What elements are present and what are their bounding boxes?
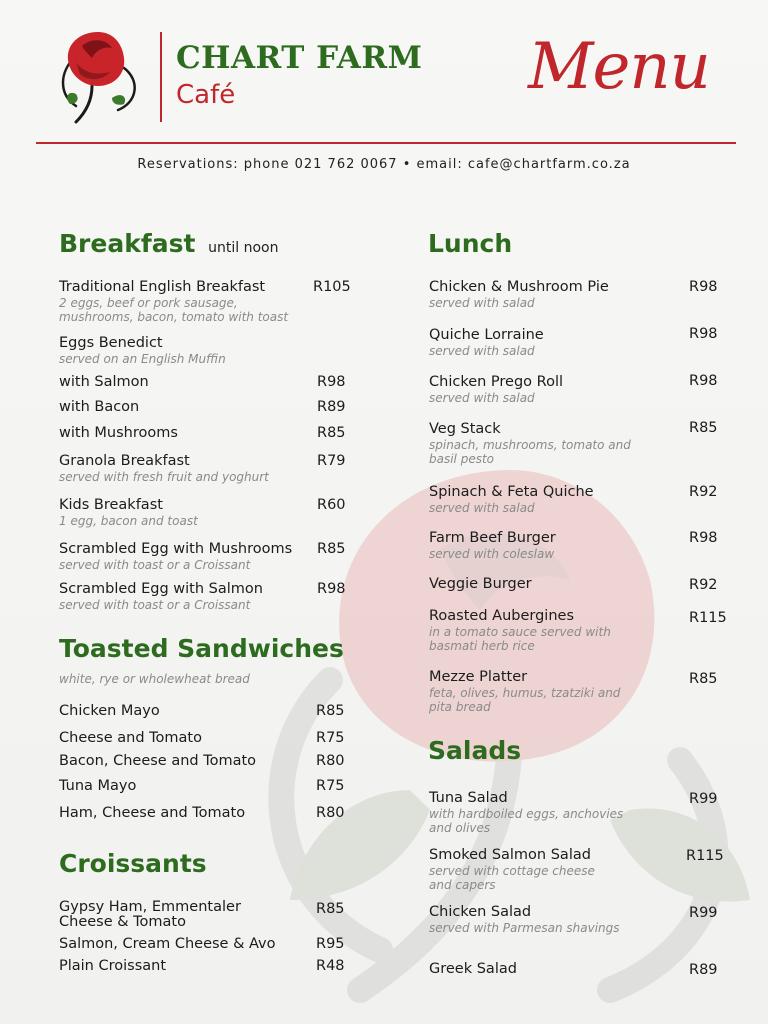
menu-item [429,961,517,978]
item-price: R98 [689,373,718,389]
item-name: Ham, Cheese and Tomato [59,805,246,821]
menu-item [59,399,139,416]
header-rule [36,142,736,144]
menu-item [59,778,136,795]
item-desc: spinach, mushrooms, tomato and basil pesto [429,438,631,466]
item-price: R92 [689,577,718,593]
menu-item [59,425,178,442]
item-price: R95 [316,936,345,952]
item-price: R75 [316,778,345,794]
menu-item [429,904,620,935]
item-desc: in a tomato sauce served with basmati herb rice [429,625,611,653]
item-price: R85 [316,901,345,917]
menu-item [59,374,149,391]
item-price: R92 [689,484,718,500]
item-name: Chicken & Mushroom Pie [429,279,609,295]
menu-item [59,453,269,484]
item-name: Eggs Benedict [59,335,163,351]
item-name: Bacon, Cheese and Tomato [59,753,257,769]
item-name: Gypsy Ham, Emmentaler Cheese & Tomato [59,899,241,930]
item-price: R60 [317,497,346,513]
item-price: R85 [689,420,718,436]
item-name: Spinach & Feta Quiche [429,484,594,500]
menu-item [59,541,292,572]
menu-item [429,484,594,515]
item-name: Veggie Burger [429,576,532,592]
item-desc: 2 eggs, beef or pork sausage, mushrooms, bacon, tomato with toast [59,296,289,324]
item-desc: served with fresh fruit and yoghurt [59,470,269,484]
item-desc: with hardboiled eggs, anchovies and olives [429,807,624,835]
item-name: Roasted Aubergines [429,608,574,624]
menu-item [59,335,226,366]
menu-item [59,581,263,612]
item-price: R85 [689,671,718,687]
item-desc: served with toast or a Croissant [59,598,251,612]
menu-item [429,790,623,835]
item-price: R80 [316,805,345,821]
item-price: R115 [686,848,724,864]
item-price: R99 [689,905,718,921]
section-title-toasted: Toasted Sandwiches [59,634,344,663]
item-price: R98 [689,530,718,546]
item-desc: served with salad [429,296,535,310]
item-desc: feta, olives, humus, tzatziki and pita bread [429,686,621,714]
menu-item [429,608,611,653]
menu-item [59,279,288,324]
menu-item [59,703,160,720]
item-desc: served with coleslaw [429,547,555,561]
brand-subtitle: Café [176,80,236,110]
item-desc: served with salad [429,344,535,358]
item-price: R98 [317,374,346,390]
menu-item [59,805,245,822]
item-name: Scrambled Egg with Mushrooms [59,541,293,557]
item-price: R85 [316,703,345,719]
item-price: R85 [317,541,346,557]
menu-item [429,374,563,405]
item-price: R48 [316,958,345,974]
item-name: Mezze Platter [429,669,528,685]
item-price: R85 [317,425,346,441]
menu-item [429,279,609,310]
item-name: with Salmon [59,374,149,390]
item-desc: served with Parmesan shavings [429,921,620,935]
item-name: Farm Beef Burger [429,530,556,546]
item-price: R98 [317,581,346,597]
header-divider [160,32,162,122]
item-price: R80 [316,753,345,769]
item-price: R75 [316,730,345,746]
rose-icon [52,28,148,128]
menu-item [59,958,166,975]
item-desc: served with toast or a Croissant [59,558,251,572]
item-price: R98 [689,326,718,342]
item-name: with Bacon [59,399,140,415]
item-name: Chicken Prego Roll [429,374,564,390]
item-name: Granola Breakfast [59,453,190,469]
breakfast-note: until noon [208,240,279,256]
item-name: Chicken Mayo [59,703,160,719]
item-price: R89 [689,962,718,978]
item-name: Cheese and Tomato [59,730,202,746]
menu-item [429,576,532,593]
item-name: Greek Salad [429,961,517,977]
menu-item [429,327,544,358]
section-title-breakfast [59,229,278,258]
section-title-salads: Salads [428,736,522,765]
breakfast-title: Breakfast [59,229,196,258]
item-price: R115 [689,610,727,626]
item-name: Chicken Salad [429,904,532,920]
item-name: with Mushrooms [59,425,178,441]
menu-item [59,900,241,930]
item-desc: served on an English Muffin [59,352,226,366]
menu-item [429,847,595,892]
item-name: Kids Breakfast [59,497,163,513]
section-title-croissants: Croissants [59,849,207,878]
reservations-line: Reservations: phone 021 762 0067 • email: cafe@chartfarm.co.za [137,157,631,172]
item-price: R79 [317,453,346,469]
item-name: Veg Stack [429,421,501,437]
item-name: Tuna Salad [429,790,508,806]
item-desc: served with salad [429,501,535,515]
toasted-desc: white, rye or wholewheat bread [59,672,250,686]
menu-item [59,753,256,770]
menu-item [429,669,620,714]
item-price: R99 [689,791,718,807]
item-name: Traditional English Breakfast [59,279,266,295]
menu-item [59,497,198,528]
item-price: R89 [317,399,346,415]
menu-item [429,530,556,561]
menu-title: Menu [528,30,710,104]
item-name: Quiche Lorraine [429,327,544,343]
item-price: R98 [689,279,718,295]
item-name: Tuna Mayo [59,778,137,794]
item-name: Plain Croissant [59,958,167,974]
item-desc: 1 egg, bacon and toast [59,514,198,528]
menu-item [59,936,276,953]
item-desc: served with salad [429,391,535,405]
item-name: Scrambled Egg with Salmon [59,581,263,597]
item-name: Salmon, Cream Cheese & Avo [59,936,276,952]
item-price: R105 [313,279,351,295]
item-name: Smoked Salmon Salad [429,847,591,863]
item-desc: served with cottage cheese and capers [429,864,595,892]
section-title-lunch: Lunch [428,229,513,258]
menu-item [429,421,631,466]
menu-item [59,730,202,747]
brand-name: CHART FARM [176,40,423,76]
